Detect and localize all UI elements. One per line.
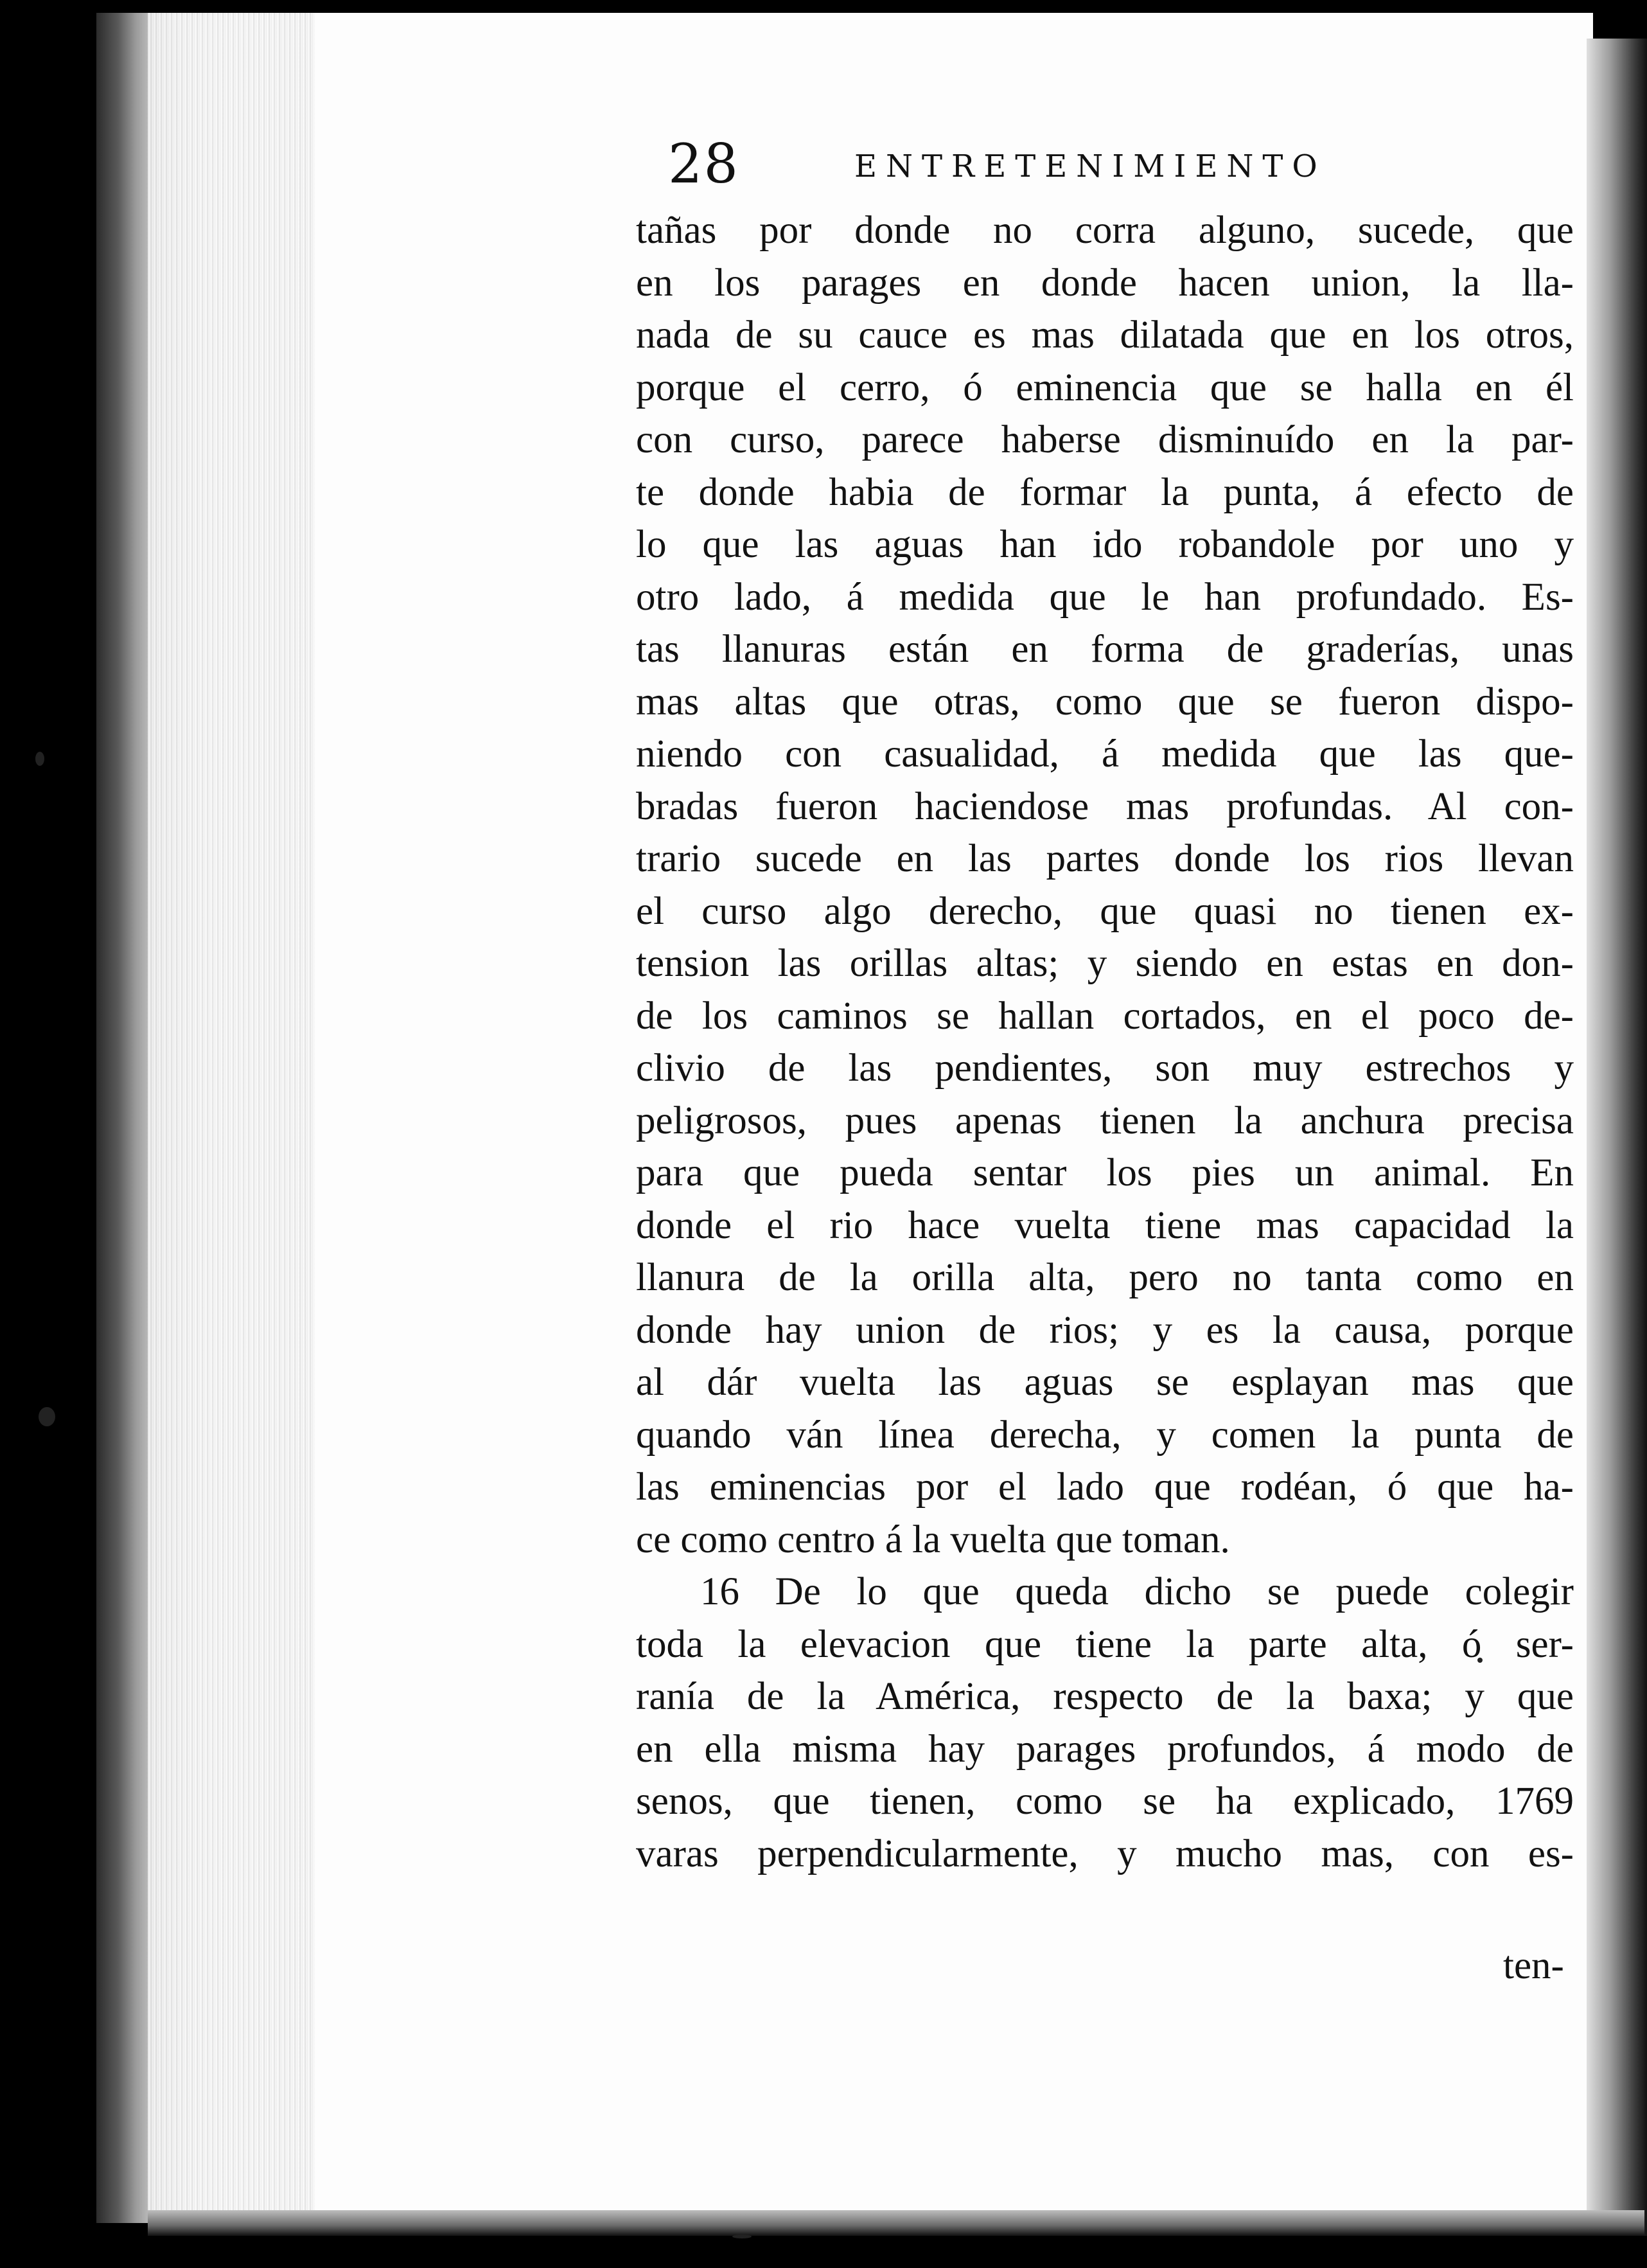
text-line: ranía de la América, respecto de la baxa; y que [636,1675,1574,1718]
text-line: te donde habia de formar la punta, á efecto de [636,470,1574,514]
text-line: tas llanuras están en forma de graderías, unas [636,628,1574,671]
text-line: niendo con casualidad, á medida que las que- [636,732,1574,775]
text-line: para que pueda sentar los pies un animal. En [636,1151,1574,1194]
text-line: llanura de la orilla alta, pero no tanta como en [636,1256,1574,1299]
text-line: en los parages en donde hacen union, la lla- [636,261,1574,305]
catchword: ten- [1503,1944,1564,1987]
text-line: tañas por donde no corra alguno, sucede, que [636,209,1574,252]
text-line: donde hay union de rios; y es la causa, porque [636,1308,1574,1352]
text-line: tension las orillas altas; y siendo en estas en don- [636,942,1574,985]
text-line: trario sucede en las partes donde los rios llevan [636,837,1574,880]
text-line: bradas fueron haciendose mas profundas. Al con- [636,784,1574,828]
text-line: quando ván línea derecha, y comen la punta de [636,1413,1574,1457]
text-line: clivio de las pendientes, son muy estrechos y [636,1047,1574,1090]
text-line: peligrosos, pues apenas tienen la anchura precisa [636,1099,1574,1142]
text-line: otro lado, á medida que le han profundado. Es- [636,575,1574,619]
text-line: lo que las aguas han ido robandole por uno y [636,523,1574,566]
text-line: donde el rio hace vuelta tiene mas capacidad la [636,1203,1574,1247]
text-line: con curso, parece haberse disminuído en la par- [636,418,1574,461]
text-line: las eminencias por el lado que rodéan, ó que ha- [636,1466,1574,1509]
running-head: ENTRETENIMIENTO [854,148,1326,184]
text-line: el curso algo derecho, que quasi no tienen ex- [636,889,1574,933]
paragraph-start-line: 16 De lo que queda dicho se puede colegir [700,1570,1574,1613]
text-line: ce como centro á la vuelta que toman. [636,1518,1230,1561]
text-line: toda la elevacion que tiene la parte alta, ó ser- [636,1622,1574,1666]
page-header [668,132,1452,202]
text-line: al dár vuelta las aguas se esplayan mas que [636,1361,1574,1404]
page-stack-edges [148,13,315,2223]
page-number: 28 [668,132,739,195]
text-line: senos, que tienen, como se ha explicado, 1769 [636,1780,1574,1823]
text-line: de los caminos se hallan cortados, en el poco de- [636,994,1574,1038]
book-right-shadow [1587,39,1647,2236]
text-line: en ella misma hay parages profundos, á modo de [636,1727,1574,1771]
text-line: mas altas que otras, como que se fueron dispo- [636,680,1574,723]
book-bottom-edge [148,2210,1644,2236]
text-line: nada de su cauce es mas dilatada que en los otros, [636,314,1574,357]
text-line: porque el cerro, ó eminencia que se halla en él [636,366,1574,409]
body-text [636,204,1574,1880]
text-line: varas perpendicularmente, y mucho mas, con es- [636,1832,1574,1875]
